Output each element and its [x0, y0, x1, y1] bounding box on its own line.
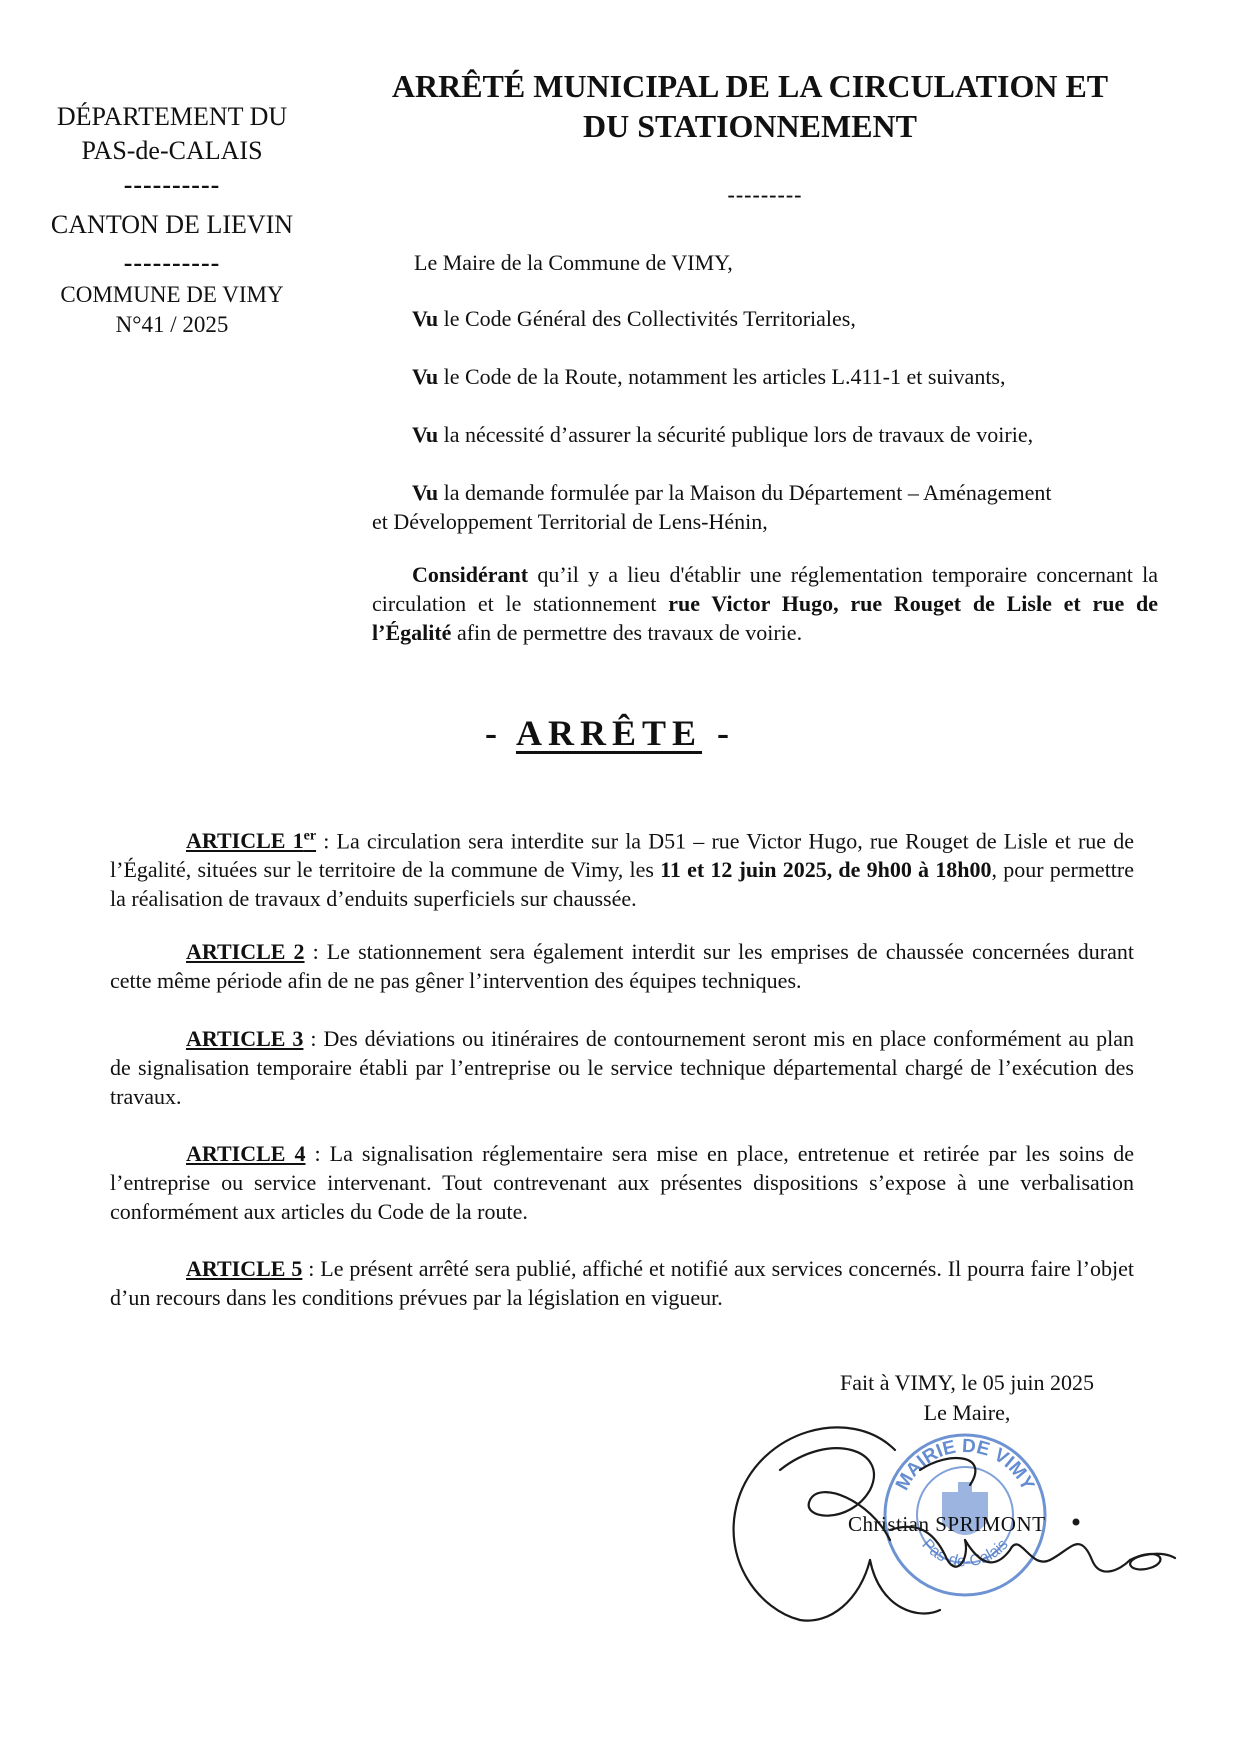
considering-text-end: afin de permettre des travaux de voirie.	[451, 620, 803, 645]
decision-heading	[400, 712, 820, 754]
title-line-1: ARRÊTÉ MUNICIPAL DE LA CIRCULATION ET	[391, 68, 1109, 104]
mayor-name: Christian SPRIMONT	[848, 1512, 1046, 1536]
article-label: ARTICLE 1er	[186, 828, 317, 854]
preamble-intro: Le Maire de la Commune de VIMY,	[414, 250, 733, 275]
article-1	[110, 822, 1134, 913]
article-text: : Des déviations ou itinéraires de contournement seront mis en place conformément au plan de signalisation temporaire établi par l’entreprise ou le service technique départemental chargé de l’exécution des travaux.	[110, 1026, 1134, 1109]
vu-text: la nécessité d’assurer la sécurité publique lors de travaux de voirie,	[438, 422, 1034, 447]
vu-line-2	[412, 362, 1006, 391]
svg-text:Pas-de-Calais: Pas-de-Calais	[918, 1536, 1012, 1571]
article-label: ARTICLE 5	[186, 1256, 303, 1281]
document-title	[370, 66, 1130, 146]
vu-text: le Code de la Route, notamment les articles L.411-1 et suivants,	[438, 364, 1006, 389]
handwritten-signature	[720, 1410, 1180, 1640]
decision-dash: -	[702, 713, 736, 753]
vu-line-4	[412, 478, 1051, 507]
place-and-date: Fait à VIMY, le 05 juin 2025	[839, 1370, 1095, 1395]
svg-text:MAIRIE DE VIMY: MAIRIE DE VIMY	[891, 1435, 1039, 1494]
vu-label: Vu	[412, 306, 439, 331]
article-label: ARTICLE 3	[186, 1026, 304, 1051]
vu-label: Vu	[412, 364, 439, 389]
separator: ----------	[123, 248, 221, 277]
article-4	[110, 1139, 1134, 1226]
vu-line-1	[412, 304, 856, 333]
considering-paragraph	[372, 560, 1158, 647]
order-number: N°41 / 2025	[115, 312, 229, 337]
article-2	[110, 937, 1134, 995]
article-text-end: , pour permettre la réalisation de travaux d’enduits superficiels sur chaussée.	[110, 857, 1135, 912]
article-label: ARTICLE 2	[186, 939, 305, 964]
signer-role: Le Maire,	[923, 1400, 1011, 1425]
article-text: : Le stationnement sera également interdit sur les emprises de chaussée concernées durant cette même période afin de ne pas gêner l’intervention des équipes techniques.	[110, 939, 1134, 993]
title-line-2: DU STATIONNEMENT	[583, 108, 917, 144]
commune-label: COMMUNE DE VIMY	[60, 282, 284, 307]
title-separator: ---------	[727, 182, 803, 207]
considering-streets: rue Victor Hugo, rue Rouget de Lisle et rue de l’Égalité	[372, 591, 1158, 645]
article-dates: 11 et 12 juin 2025, de 9h00 à 18h00	[660, 857, 992, 883]
header-left	[22, 100, 322, 340]
decision-dash: -	[484, 713, 516, 753]
vu-label: Vu	[412, 480, 439, 505]
vu-line-3	[412, 420, 1033, 449]
article-text: : La signalisation réglementaire sera mise en place, entretenue et retirée par les soins de l’entreprise ou service intervenant. Tout contrevenant aux présentes dispositions s’expose à une verbalisation conformément aux articles du Code de la route.	[110, 1141, 1134, 1224]
considering-text: qu’il y a lieu d'établir une réglementation temporaire concernant la circulation et le stationnement	[372, 562, 1158, 616]
vu-line-4-cont: et Développement Territorial de Lens-Hénin,	[372, 509, 768, 534]
department-label: DÉPARTEMENT DU	[56, 102, 288, 131]
article-text: : La circulation sera interdite sur la D51 – rue Victor Hugo, rue Rouget de Lisle et rue de l’Égalité, situées sur le territoire de la commune de Vimy, les	[110, 828, 1134, 883]
article-superscript: er	[303, 829, 317, 844]
separator: ----------	[123, 170, 221, 199]
department-name: PAS-de-CALAIS	[81, 136, 263, 165]
vu-text: la demande formulée par la Maison du Département – Aménagement	[438, 480, 1052, 505]
article-5	[110, 1254, 1134, 1312]
canton-label: CANTON DE LIEVIN	[50, 210, 294, 239]
considering-label: Considérant	[412, 562, 529, 587]
article-label: ARTICLE 4	[186, 1141, 306, 1166]
vu-label: Vu	[412, 422, 439, 447]
article-text: : Le présent arrêté sera publié, affiché et notifié aux services concernés. Il pourra faire l’objet d’un recours dans les conditions prévues par la législation en vigueur.	[110, 1256, 1134, 1310]
decision-word: ARRÊTE	[515, 713, 703, 753]
vu-text: le Code Général des Collectivités Territoriales,	[438, 306, 856, 331]
article-3	[110, 1024, 1134, 1111]
